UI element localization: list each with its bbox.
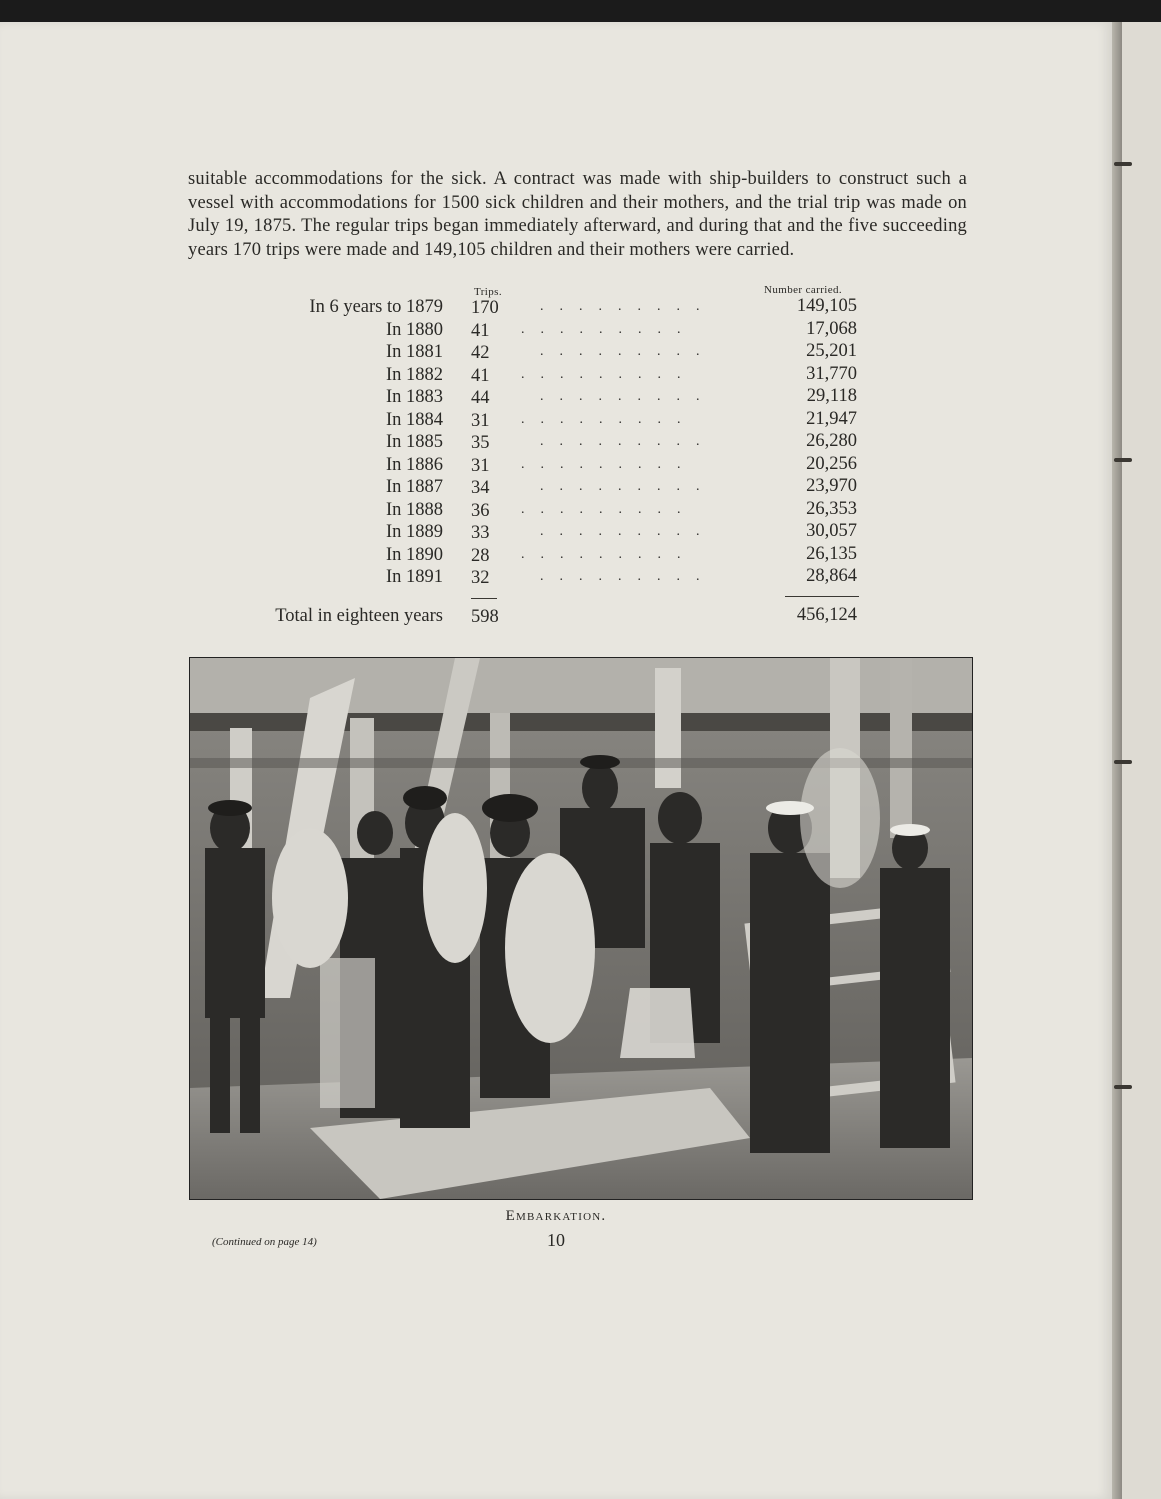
table-row-label: In 1884	[385, 409, 443, 430]
table-row-carried: 25,201	[806, 341, 857, 361]
table-row-carried: 29,118	[806, 386, 857, 406]
table-row-trips: 28	[471, 545, 490, 566]
binding-stitch	[1114, 1085, 1132, 1089]
table-row-carried: 26,135	[806, 543, 857, 564]
table-row-trips: 36	[471, 500, 490, 521]
table-row-trips: 31	[471, 455, 490, 476]
table-row-label: In 1890	[385, 544, 443, 565]
continued-note: (Continued on page 14)	[212, 1236, 317, 1248]
dot-leader: .........	[521, 456, 697, 472]
table-row-carried: 17,068	[806, 318, 857, 339]
table-row-trips: 32	[471, 568, 490, 588]
table-row-trips: 34	[471, 478, 490, 498]
dot-leader: .........	[521, 321, 697, 337]
dot-leader: .........	[540, 569, 716, 584]
table-row-label: In 1882	[385, 364, 443, 385]
table-row-trips: 42	[471, 343, 490, 363]
total-carried: 456,124	[796, 605, 857, 625]
dot-leader: .........	[540, 524, 716, 539]
table-row-label: In 1883	[385, 387, 443, 407]
table-row-trips: 41	[471, 320, 490, 341]
table-row-carried: 20,256	[806, 453, 857, 474]
table-row-trips: 33	[471, 523, 490, 543]
table-row-label: In 1888	[385, 499, 443, 520]
dot-leader: .........	[540, 344, 716, 359]
table-row-label: In 1886	[385, 454, 443, 475]
table-row-trips: 170	[471, 298, 499, 318]
table-row-label: In 1885	[385, 432, 443, 452]
table-row-carried: 23,970	[806, 476, 857, 496]
total-label: Total in eighteen years	[275, 606, 443, 626]
dot-leader: .........	[540, 479, 716, 494]
table-row-trips: 44	[471, 388, 490, 408]
dot-leader: .........	[521, 546, 697, 562]
table-row-trips: 31	[471, 410, 490, 431]
table-row-label: In 1881	[385, 342, 443, 362]
table-row-label: In 1880	[385, 319, 443, 340]
table-row-carried: 31,770	[806, 363, 857, 384]
dot-leader: .........	[540, 299, 716, 314]
table-row-carried: 149,105	[796, 296, 857, 316]
binding-stitch	[1114, 760, 1132, 764]
trips-table	[0, 0, 1112, 640]
carried-total-rule	[785, 596, 859, 597]
body-paragraph: suitable accommodations for the sick. A contract was made with ship-builders to construct such a vessel with accommodations for 1500 sick children and their mothers, and the trial trip was made on July 19, 1875. The regular trips began immediately afterward, and during that and the five succeeding years 170 trips were made and 149,105 children and their mothers were carried.	[188, 169, 967, 260]
trips-total-rule	[471, 598, 497, 599]
table-row-carried: 26,280	[806, 431, 857, 451]
binding-stitch	[1114, 458, 1132, 462]
dot-leader: .........	[521, 501, 697, 517]
table-row-label: In 1889	[385, 522, 443, 542]
page-number: 10	[547, 1230, 565, 1250]
table-row-label: In 1887	[385, 477, 443, 497]
table-row-carried: 26,353	[806, 498, 857, 519]
trips-column-header: Trips.	[474, 286, 502, 298]
dot-leader: .........	[521, 411, 697, 427]
binding-stitch	[1114, 162, 1132, 166]
total-trips: 598	[471, 607, 499, 627]
caption-text: Embarkation.	[505, 1208, 607, 1224]
table-row-trips: 41	[471, 365, 490, 386]
dot-leader: .........	[540, 389, 716, 404]
table-row-carried: 30,057	[806, 521, 857, 541]
carried-column-header: Number carried.	[764, 284, 843, 296]
embarkation-photograph	[189, 657, 973, 1200]
photo-caption	[0, 1208, 1112, 1225]
table-row-label: In 6 years to 1879	[309, 297, 443, 317]
table-row-trips: 35	[471, 433, 490, 453]
table-row-carried: 28,864	[806, 566, 857, 586]
dot-leader: .........	[540, 434, 716, 449]
table-row-label: In 1891	[385, 567, 443, 587]
table-row-carried: 21,947	[806, 408, 857, 429]
dot-leader: .........	[521, 366, 697, 382]
